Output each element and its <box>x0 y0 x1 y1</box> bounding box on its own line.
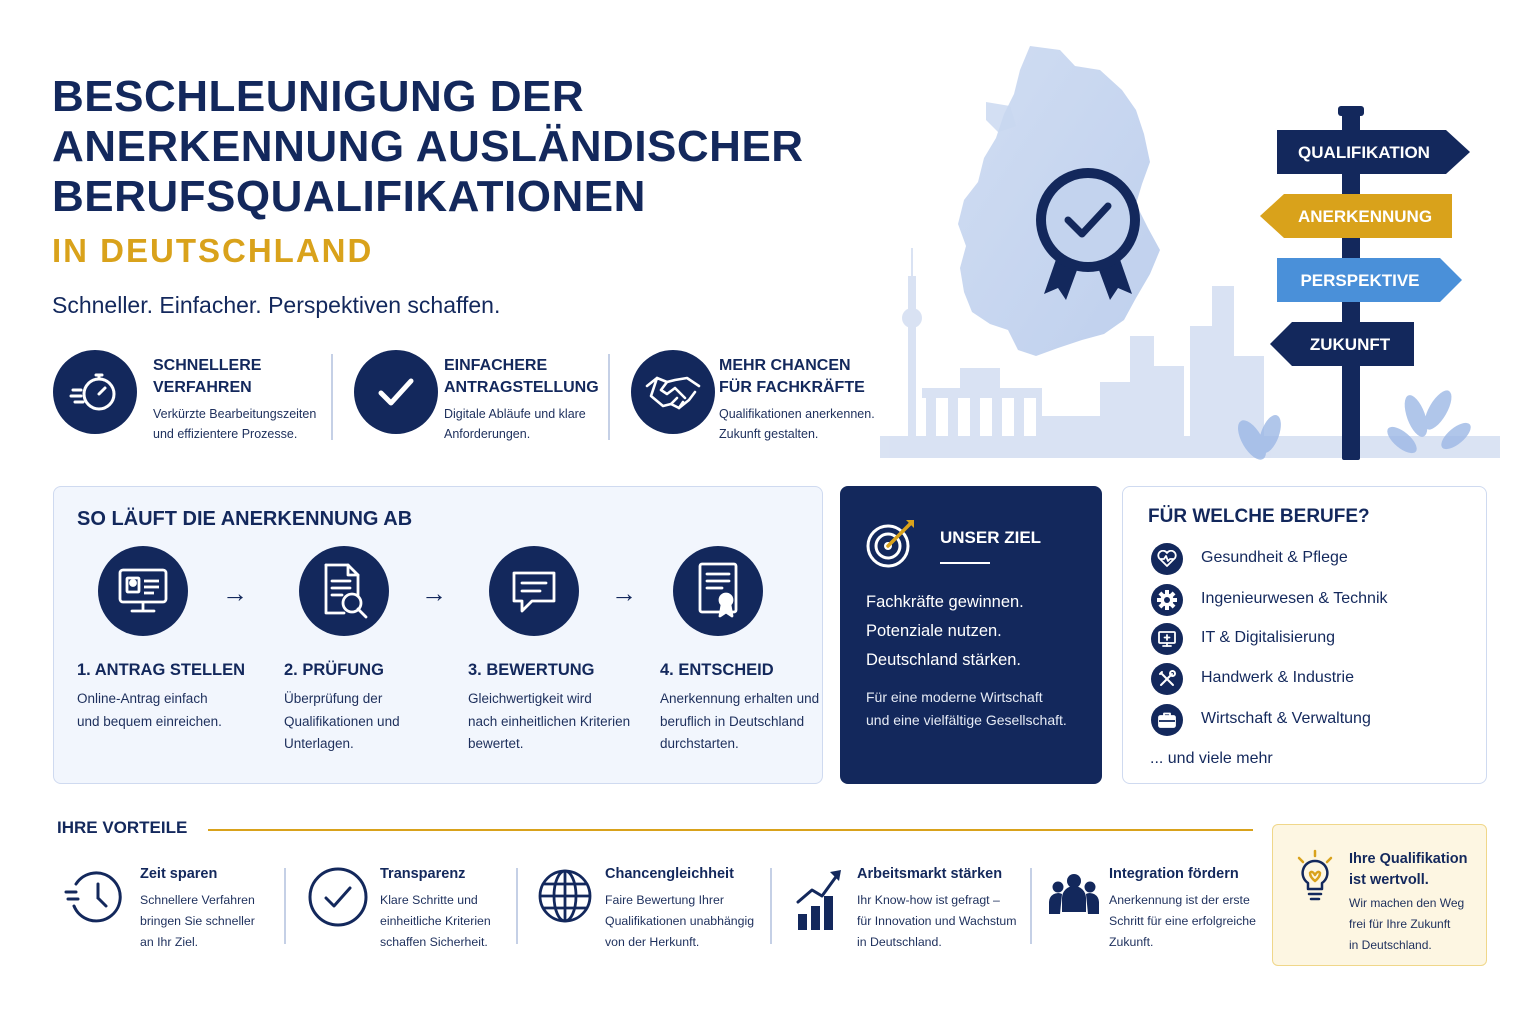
goal-sub <box>866 686 1067 732</box>
feature-faster <box>53 350 323 442</box>
title-line: BERUFSQUALIFIKATIONEN <box>52 172 646 221</box>
page-title <box>52 72 872 222</box>
feature-desc-line: Anforderungen. <box>444 426 531 441</box>
step-desc-line: bewertet. <box>468 736 524 751</box>
feature-title-line: FÜR FACHKRÄFTE <box>719 379 865 396</box>
advantage-desc-line: Schritt für eine erfolgreiche <box>1109 914 1256 928</box>
signpost-sign-anerkennung <box>1260 194 1452 238</box>
arrow-icon: → <box>611 578 637 608</box>
gear-icon <box>1151 584 1183 616</box>
step-desc-line: nach einheitlichen Kriterien <box>468 713 631 729</box>
feature-chances <box>631 350 881 442</box>
monitor-icon <box>1151 623 1183 655</box>
document-search-icon <box>299 546 389 636</box>
feature-title-line: SCHNELLERE <box>153 357 262 374</box>
step-desc <box>77 688 222 733</box>
step-title: 2. PRÜFUNG <box>284 661 384 679</box>
feature-desc-line: Verkürzte Bearbeitungszeiten <box>153 407 317 421</box>
advantage-title: Transparenz <box>380 866 466 882</box>
step-desc-line: durchstarten. <box>660 736 739 751</box>
advantage-desc-line: für Innovation und Wachstum <box>857 914 1017 928</box>
professions-title: FÜR WELCHE BERUFE? <box>1148 506 1370 527</box>
step-desc-line: Unterlagen. <box>284 736 354 751</box>
profession-label: Gesundheit & Pflege <box>1201 549 1348 566</box>
feature-desc-line: Qualifikationen anerkennen. <box>719 407 875 421</box>
growth-chart-icon <box>794 866 844 930</box>
page-subtitle: IN DEUTSCHLAND <box>52 232 374 269</box>
people-icon <box>1048 872 1100 918</box>
profession-label: Handwerk & Industrie <box>1201 669 1354 686</box>
advantage-desc-line: an Ihr Ziel. <box>140 935 199 949</box>
divider <box>770 868 772 944</box>
advantages-title: IHRE VORTEILE <box>57 818 188 837</box>
advantage-title: Integration fördern <box>1109 866 1239 882</box>
step-desc <box>468 688 630 756</box>
advantage-desc-line: Faire Bewertung Ihrer <box>605 893 724 907</box>
advantage-desc-line: in Deutschland. <box>857 935 942 949</box>
signpost-sign-zukunft <box>1270 322 1414 366</box>
divider <box>940 562 990 564</box>
value-box-title-line: ist wertvoll. <box>1349 872 1429 888</box>
advantage-desc-line: schaffen Sicherheit. <box>380 935 488 949</box>
value-box-desc-line: frei für Ihre Zukunft <box>1349 917 1451 931</box>
feature-title-line: EINFACHERE <box>444 357 548 374</box>
feature-desc <box>444 405 586 444</box>
value-box-desc-line: in Deutschland. <box>1349 938 1432 952</box>
advantage-title: Zeit sparen <box>140 866 218 882</box>
professions-more: ... und viele mehr <box>1150 750 1273 767</box>
goal-line: Potenziale nutzen. <box>866 622 1002 640</box>
advantage-desc-line: Schnellere Verfahren <box>140 893 255 907</box>
feature-desc <box>719 405 875 444</box>
value-box-desc <box>1349 893 1464 956</box>
step-title: 3. BEWERTUNG <box>468 661 595 679</box>
value-box-title-line: Ihre Qualifikation <box>1349 851 1468 867</box>
goal-sub-line: und eine vielfältige Gesellschaft. <box>866 712 1067 728</box>
target-icon <box>864 516 920 572</box>
lightbulb-icon <box>1295 849 1335 905</box>
value-box <box>1272 824 1487 966</box>
feature-desc-line: Zukunft gestalten. <box>719 426 819 441</box>
feature-title-line: MEHR CHANCEN <box>719 357 851 374</box>
title-line: BESCHLEUNIGUNG DER <box>52 72 585 121</box>
step-desc-line: Qualifikationen und <box>284 713 400 729</box>
computer-id-icon <box>98 546 188 636</box>
advantage-title: Chancengleichheit <box>605 866 734 882</box>
step-title: 1. ANTRAG STELLEN <box>77 661 246 679</box>
signpost-sign-perspektive <box>1277 258 1462 302</box>
step-desc-line: Gleichwertigkeit wird <box>468 691 592 706</box>
divider <box>331 354 333 440</box>
advantage-desc-line: Klare Schritte und <box>380 893 478 907</box>
feature-simpler <box>354 350 604 442</box>
advantage-desc-line: bringen Sie schneller <box>140 914 255 928</box>
advantage-desc <box>1109 890 1256 953</box>
divider <box>608 354 610 440</box>
step-desc-line: Online-Antrag einfach <box>77 691 208 706</box>
advantage-desc-line: einheitliche Kriterien <box>380 914 491 928</box>
sign-label: ZUKUNFT <box>1309 335 1391 354</box>
check-circle-icon <box>307 866 369 928</box>
goal-panel <box>840 486 1102 784</box>
stopwatch-icon <box>53 350 137 434</box>
sign-label: QUALIFIKATION <box>1298 143 1430 162</box>
feature-title-line: VERFAHREN <box>153 379 252 396</box>
step-desc-line: und bequem einreichen. <box>77 713 222 729</box>
feature-desc-line: Digitale Abläufe und klare <box>444 407 586 421</box>
sign-label: PERSPEKTIVE <box>1300 271 1420 290</box>
advantage-desc-line: Ihr Know-how ist gefragt – <box>857 893 1000 907</box>
goal-title: UNSER ZIEL <box>940 528 1042 547</box>
goal-main <box>866 588 1024 675</box>
process-title: SO LÄUFT DIE ANERKENNUNG AB <box>77 508 413 530</box>
handshake-icon <box>631 350 715 434</box>
advantage-desc-line: von der Herkunft. <box>605 935 700 949</box>
value-box-title <box>1349 849 1467 891</box>
germany-map-illustration <box>860 36 1510 466</box>
step-desc-line: beruflich in Deutschland <box>660 713 805 729</box>
step-title: 4. ENTSCHEID <box>660 661 774 679</box>
feature-desc <box>153 405 316 444</box>
advantage-title: Arbeitsmarkt stärken <box>857 866 1003 882</box>
heart-pulse-icon <box>1151 543 1183 575</box>
advantage-desc <box>857 890 1017 953</box>
divider <box>284 868 286 944</box>
advantage-desc-line: Anerkennung ist der erste <box>1109 893 1250 907</box>
briefcase-icon <box>1151 704 1183 736</box>
profession-label: Wirtschaft & Verwaltung <box>1201 710 1371 727</box>
speech-bubble-icon <box>489 546 579 636</box>
feature-desc-line: und effizientere Prozesse. <box>153 426 298 441</box>
divider <box>1030 868 1032 944</box>
sign-label: ANERKENNUNG <box>1297 207 1433 226</box>
profession-label: IT & Digitalisierung <box>1201 629 1335 646</box>
value-box-desc-line: Wir machen den Weg <box>1349 896 1465 910</box>
clock-icon <box>64 866 126 928</box>
goal-line: Deutschland stärken. <box>866 651 1022 669</box>
advantage-desc <box>605 890 754 953</box>
feature-title <box>719 355 865 399</box>
feature-title-line: ANTRAGSTELLUNG <box>444 379 599 396</box>
checkmark-icon <box>354 350 438 434</box>
step-desc <box>660 688 819 756</box>
step-desc-line: Anerkennung erhalten und <box>660 691 820 706</box>
advantage-desc <box>140 890 255 953</box>
advantage-desc <box>380 890 491 953</box>
tools-icon <box>1151 663 1183 695</box>
arrow-icon: → <box>421 578 447 608</box>
certificate-icon <box>673 546 763 636</box>
advantage-desc-line: Qualifikationen unabhängig <box>605 914 755 928</box>
tagline: Schneller. Einfacher. Perspektiven schaffen. <box>52 292 501 318</box>
step-desc <box>284 688 400 756</box>
goal-sub-line: Für eine moderne Wirtschaft <box>866 689 1043 705</box>
advantage-desc-line: Zukunft. <box>1109 935 1154 949</box>
divider <box>208 829 1253 831</box>
globe-icon <box>537 868 593 924</box>
title-line: ANERKENNUNG AUSLÄNDISCHER <box>52 122 804 171</box>
profession-label: Ingenieurwesen & Technik <box>1201 590 1388 607</box>
divider <box>516 868 518 944</box>
feature-title <box>153 355 261 399</box>
arrow-icon: → <box>222 578 248 608</box>
feature-title <box>444 355 599 399</box>
goal-line: Fachkräfte gewinnen. <box>866 593 1024 611</box>
signpost-sign-qualifikation <box>1277 130 1470 174</box>
step-desc-line: Überprüfung der <box>284 691 383 706</box>
